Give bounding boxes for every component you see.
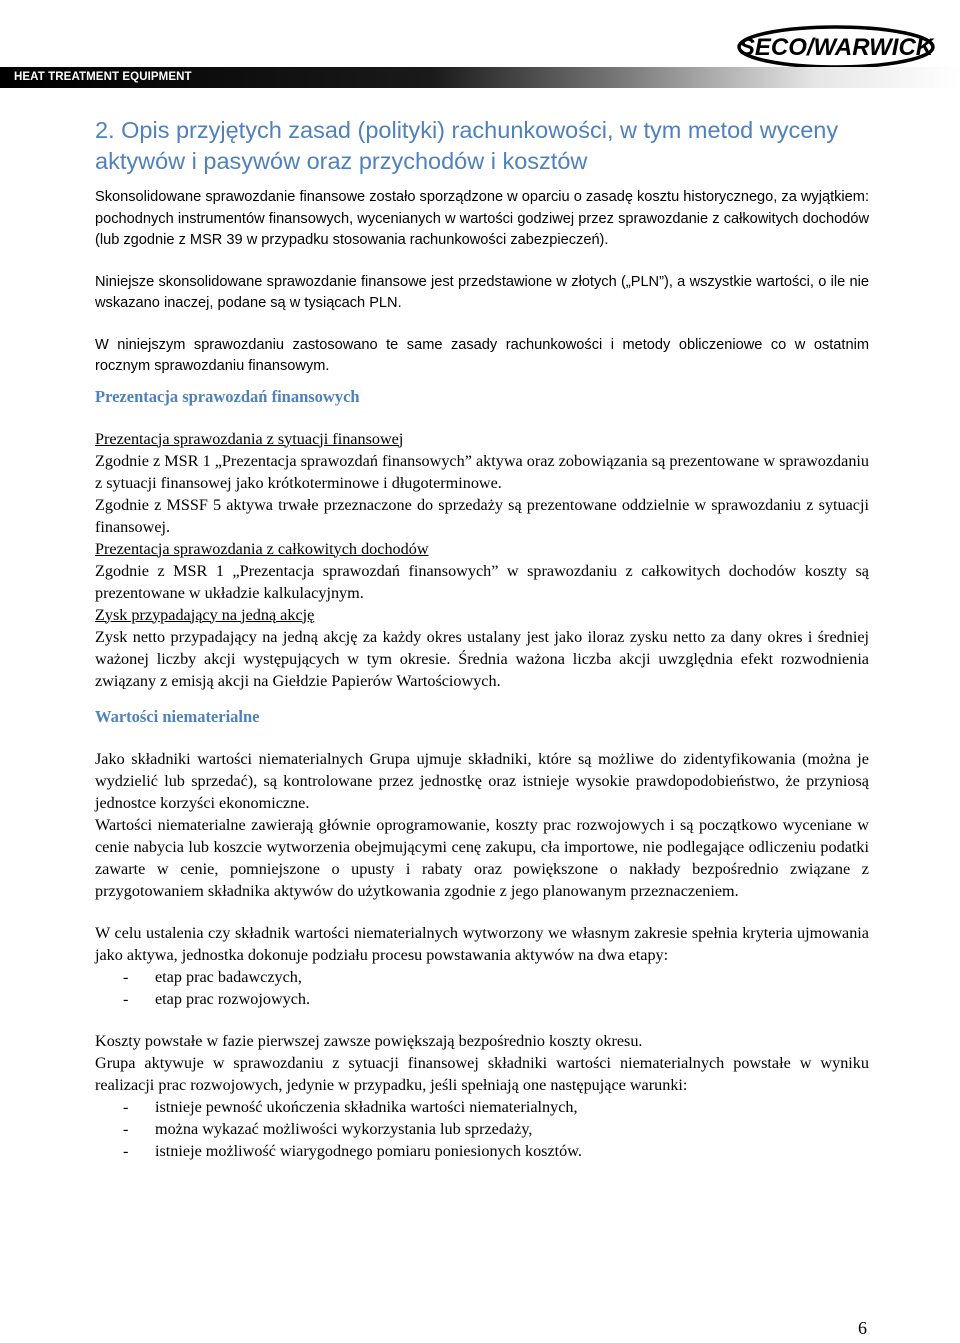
header-bar	[0, 67, 960, 88]
presentation-heading: Prezentacja sprawozdań finansowych	[95, 386, 360, 406]
seco-warwick-logo	[736, 24, 936, 70]
intangibles-paragraph-1: Jako składniki wartości niematerialnych Grupa ujmuje składniki, które są możliwe do zidentyfikowania (można je wydzielić lub sprzedać), są kontrolowane przez jednostkę oraz istnieje wysokie prawdopodobieństwo, że przyniosą jednostce korzyści ekonomiczne.	[95, 749, 869, 812]
comprehensive-income-paragraph: Zgodnie z MSR 1 „Prezentacja sprawozdań finansowych” w sprawozdaniu z całkowitych dochodów koszty są prezentowane w układzie kalkulacyjnym.	[95, 561, 869, 602]
intro-paragraph-2: Niniejsze skonsolidowane sprawozdanie finansowe jest przedstawione w złotych („PLN”), a wszystkie wartości, o ile nie wskazano inaczej, podane są w tysiącach PLN.	[95, 273, 869, 311]
conditions-list	[95, 1096, 869, 1162]
financial-position-paragraph-2: Zgodnie z MSSF 5 aktywa trwałe przeznaczone do sprzedaży są prezentowane oddzielnie w sprawozdaniu z sytuacji finansowej.	[95, 495, 869, 536]
stages-list	[95, 966, 869, 1010]
list-item: - etap prac badawczych,	[123, 967, 302, 986]
list-item: - etap prac rozwojowych.	[123, 989, 311, 1008]
logo-graphic	[736, 24, 936, 70]
financial-position-subheading: Prezentacja sprawozdania z sytuacji finansowej	[95, 429, 404, 448]
intangibles-paragraph-5: Grupa aktywuje w sprawozdaniu z sytuacji finansowej składniki wartości niematerialnych powstałe w wyniku realizacji prac rozwojowych, jedynie w przypadku, jeśli spełniają one następujące warunki:	[95, 1053, 869, 1094]
intro-paragraph-3: W niniejszym sprawozdaniu zastosowano te same zasady rachunkowości i metody obliczeniowe co w ostatnim rocznym sprawozdaniu finansowym.	[95, 336, 869, 374]
intangibles-paragraph-2: Wartości niematerialne zawierają głównie oprogramowanie, koszty prac rozwojowych i są początkowo wyceniane w cenie nabycia lub koszcie wytworzenia obejmującymi cenę zakupu, cła importowe, nie podlegające odliczeniu podatki zawarte w cenie, pomniejszone o upusty i rabaty oraz powiększone o nakłady bezpośrednio związane z przygotowaniem składnika aktywów do użytkowania zgodnie z jego planowanym przeznaczeniem.	[95, 815, 869, 900]
eps-subheading: Zysk przypadający na jedną akcję	[95, 605, 315, 624]
intangibles-paragraph-3: W celu ustalenia czy składnik wartości niematerialnych wytworzony we własnym zakresie spełnia kryteria ujmowania jako aktywa, jednostka dokonuje podziału procesu powstawania aktywów na dwa etapy:	[95, 923, 869, 964]
list-item: - istnieje pewność ukończenia składnika wartości niematerialnych,	[123, 1097, 578, 1116]
list-item: - istnieje możliwość wiarygodnego pomiaru poniesionych kosztów.	[123, 1141, 582, 1160]
document-body	[95, 115, 869, 1162]
eps-paragraph: Zysk netto przypadający na jedną akcję za każdy okres ustalany jest jako iloraz zysku netto za dany okres i średniej ważonej liczby akcji występujących w tym okresie. Średnia ważona liczba akcji uwzględnia efekt rozwodnienia związany z emisją akcji na Giełdzie Papierów Wartościowych.	[95, 627, 869, 690]
section-title: 2. Opis przyjętych zasad (polityki) rachunkowości, w tym metod wyceny aktywów i pasywów oraz przychodów i kosztów	[95, 117, 839, 174]
financial-position-paragraph-1: Zgodnie z MSR 1 „Prezentacja sprawozdań finansowych” aktywa oraz zobowiązania są prezentowane w sprawozdaniu z sytuacji finansowej jako krótkoterminowe i długoterminowe.	[95, 451, 869, 492]
intangibles-heading: Wartości niematerialne	[95, 706, 260, 726]
header-label: HEAT TREATMENT EQUIPMENT	[14, 71, 192, 83]
intro-paragraph-1: Skonsolidowane sprawozdanie finansowe zostało sporządzone w oparciu o zasadę kosztu historycznego, za wyjątkiem: pochodnych instrumentów finansowych, wycenianych w wartości godziwej przez sprawozdanie z całkowitych dochodów (lub zgodnie z MSR 39 w przypadku stosowania rachunkowości zabezpieczeń).	[95, 189, 869, 248]
intangibles-paragraph-4: Koszty powstałe w fazie pierwszej zawsze powiększają bezpośrednio koszty okresu.	[95, 1031, 643, 1050]
page-number: 6	[858, 1318, 867, 1338]
list-item: - można wykazać możliwości wykorzystania lub sprzedaży,	[123, 1119, 533, 1138]
comprehensive-income-subheading: Prezentacja sprawozdania z całkowitych dochodów	[95, 539, 429, 558]
logo-text: SECO/WARWICK	[738, 34, 934, 61]
